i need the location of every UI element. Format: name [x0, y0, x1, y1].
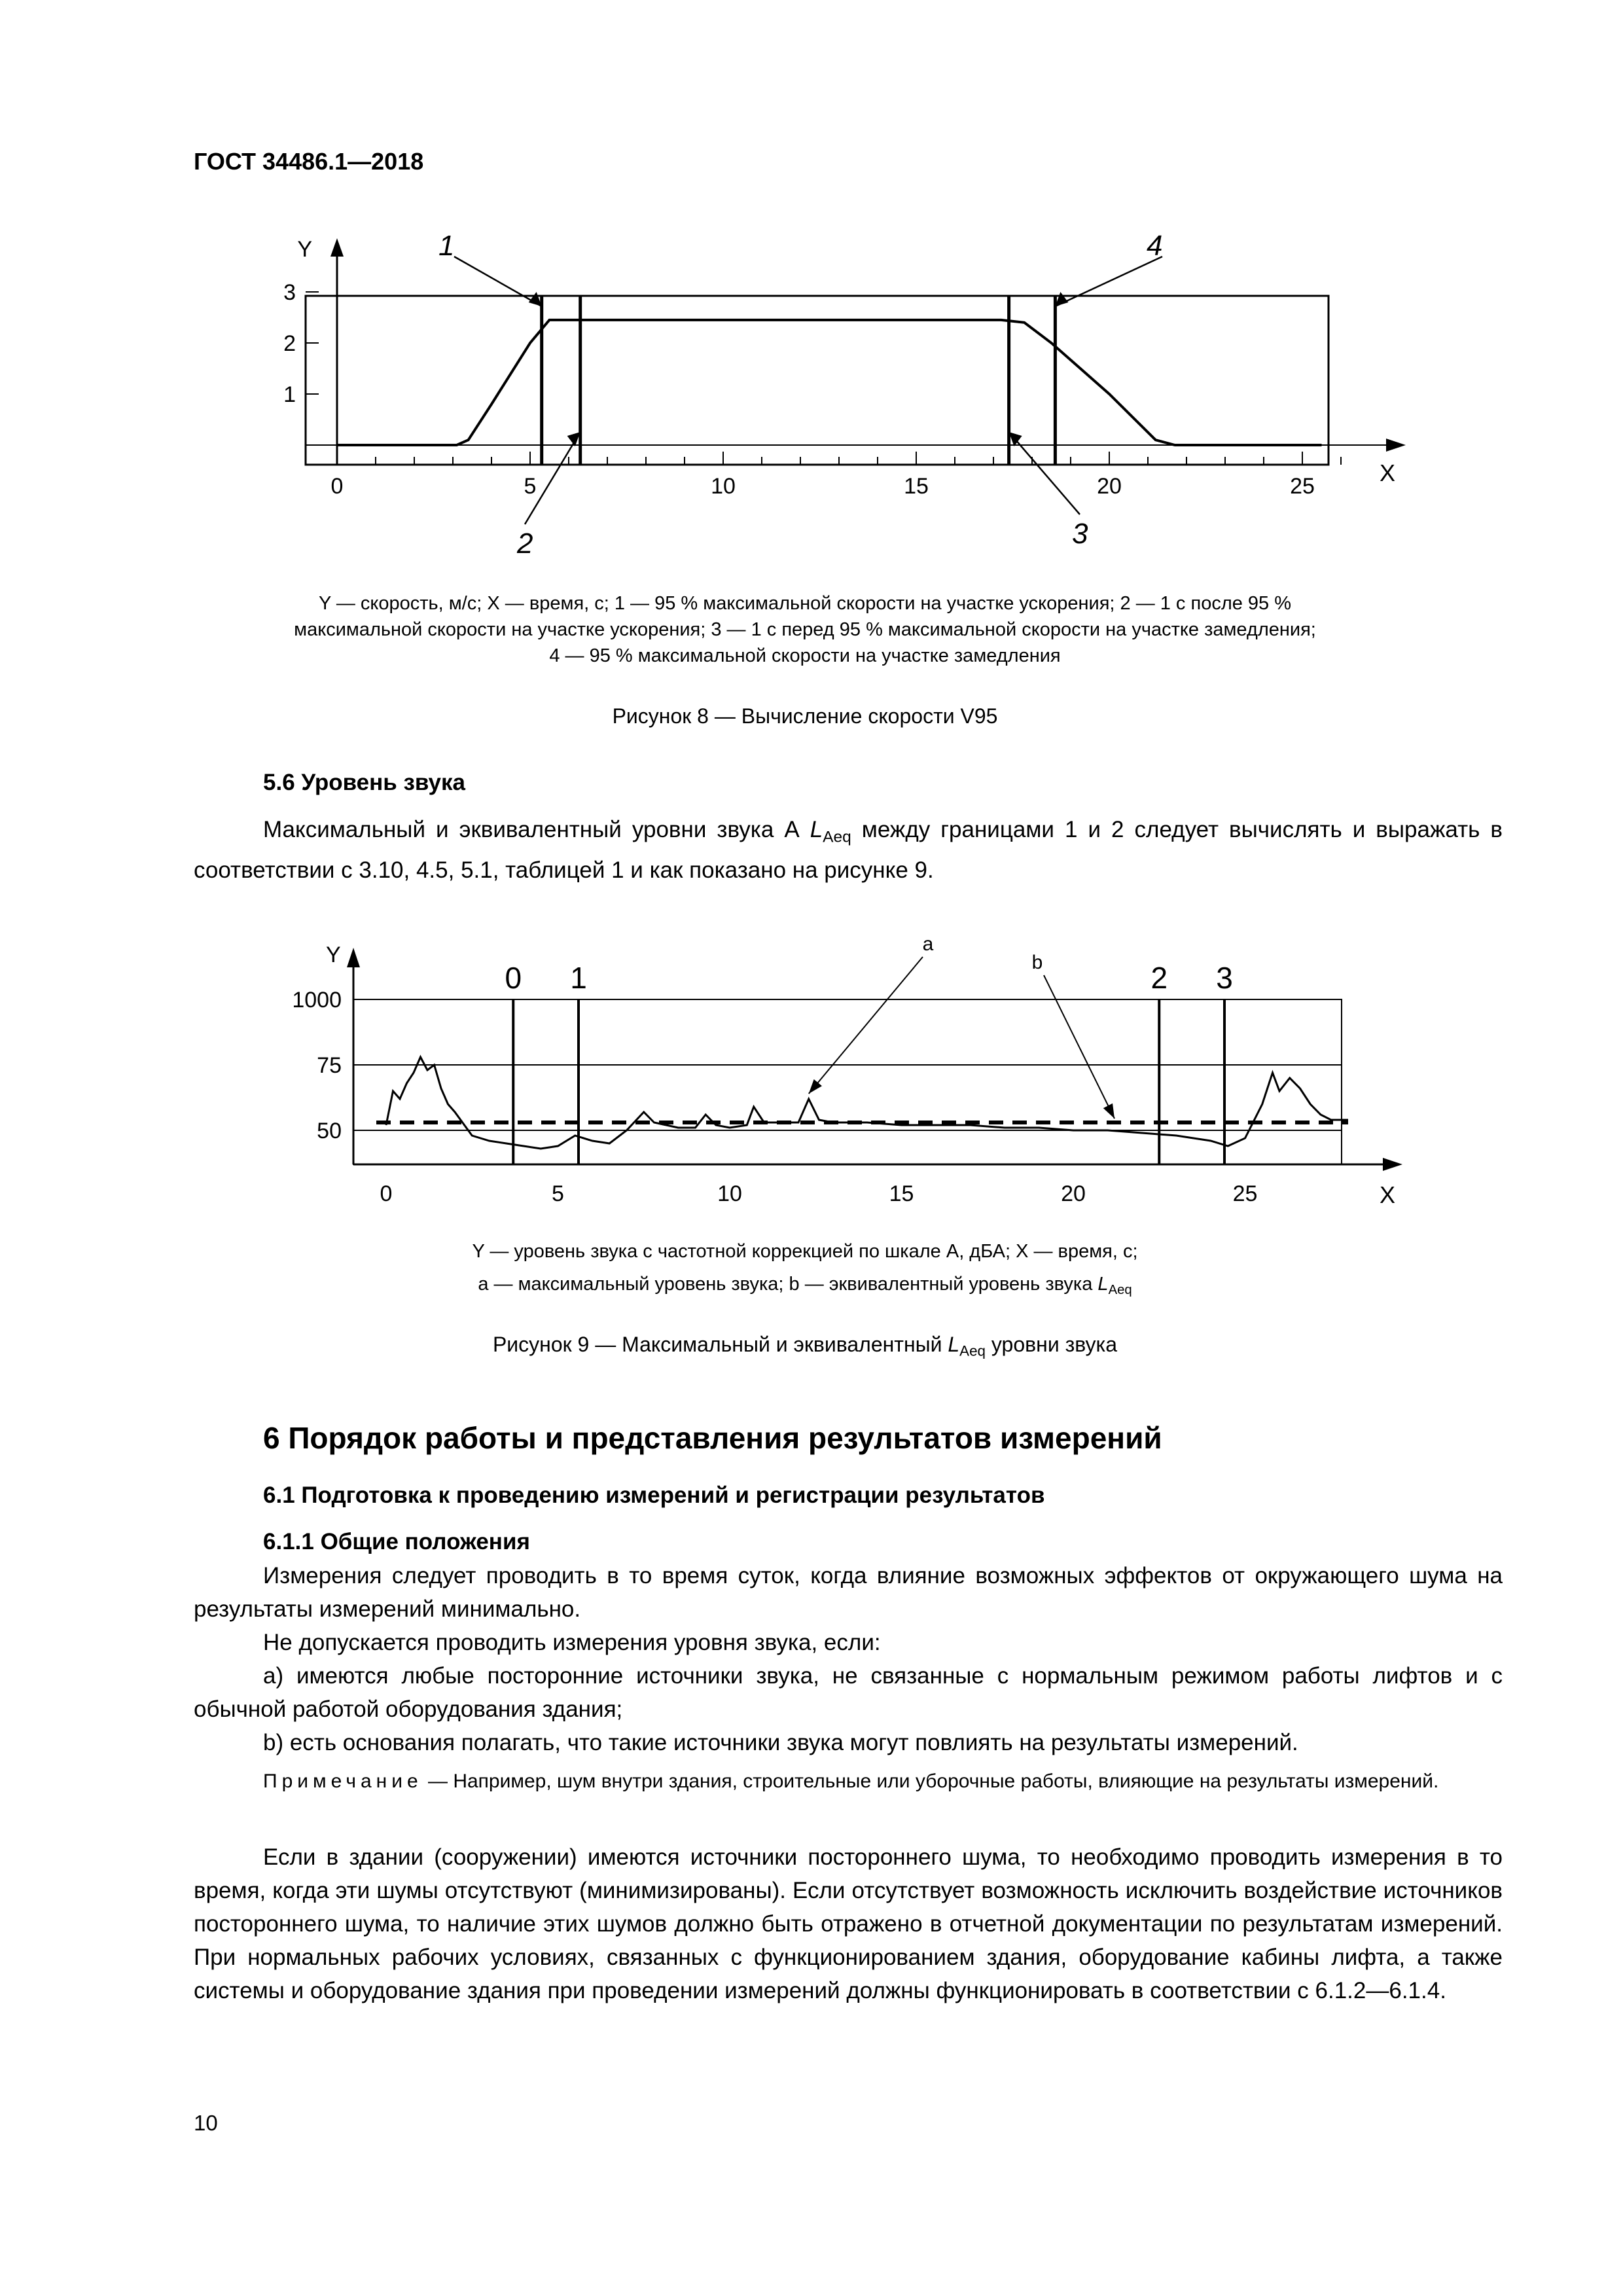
y-axis-label: Y [297, 237, 312, 262]
section-6-1-title: 6.1 Подготовка к проведению измерений и регистрации результатов [263, 1482, 1045, 1508]
marker-label: 2 [517, 528, 533, 560]
marker-label: 0 [505, 961, 522, 995]
marker-label: 4 [1147, 230, 1163, 262]
note-label: Примечание [263, 1770, 423, 1792]
x-tick-label: 20 [1097, 474, 1122, 499]
y-tick-label: 2 [283, 331, 296, 356]
y-axis-arrow [347, 948, 360, 967]
section-5-6-title: 5.6 Уровень звука [263, 770, 465, 795]
x-tick-label: 20 [1061, 1181, 1086, 1206]
x-tick-label: 10 [711, 474, 736, 499]
section-6-body-continued [194, 1840, 1503, 2007]
figure-9-legend [216, 1238, 1394, 1303]
document-header: ГОСТ 34486.1—2018 [194, 148, 424, 175]
page-number: 10 [194, 2111, 218, 2135]
x-tick-label: 25 [1290, 474, 1315, 499]
y-axis-label: Y [326, 942, 341, 967]
figure-9-legend-line: Y — уровень звука с частотной коррекцией по шкале А, дБА; X — время, с; [472, 1241, 1138, 1262]
x-axis-label: X [1380, 1181, 1396, 1208]
x-tick-label: 5 [552, 1181, 564, 1206]
paragraph: Если в здании (сооружении) имеются источники постороннего шума, то необходимо проводить измерения в то время, когда эти шумы отсутствуют (минимизированы). Если отсутствует возможность исключить воздействие источников постороннего шума, то наличие этих шумов должно быть отражено в отчетной документации по результатам измерений. При нормальных рабочих условиях, связанных с функционированием здания, оборудование кабины лифта, а также системы и оборудование здания при проведении измерений должны функционировать в соответствии с 6.1.2—6.1.4. [194, 1844, 1503, 2003]
y-tick-label: 50 [317, 1119, 342, 1143]
paragraph: Измерения следует проводить в то время суток, когда влияние возможных эффектов от окружающего шума на результаты измерений минимально. [194, 1563, 1503, 1622]
section-6-title: 6 Порядок работы и представления результатов измерений [263, 1421, 1162, 1455]
section-6-1-1-title: 6.1.1 Общие положения [263, 1529, 530, 1554]
y-tick-label: 1 [283, 382, 296, 407]
marker-label: 2 [1150, 961, 1168, 995]
section-5-6-paragraph: Максимальный и эквивалентный уровни звука А $L_{Aeq}$ между границами 1 и 2 следует вычислять и выражать в соответствии с 3.10, 4.5, 5.1, таблицей 1 и как показано на рисунке 9. [194, 817, 1503, 884]
section-6-1-1-body [194, 1559, 1503, 1759]
x-tick-label: 0 [380, 1181, 393, 1206]
list-item: а) имеются любые посторонние источники звука, не связанные с нормальным режимом работы лифтов и с обычной работой оборудования здания; [194, 1663, 1503, 1722]
figure-8-legend-line: Y — скорость, м/с; X — время, с; 1 — 95 % максимальной скорости на участке ускорения; 2 — 1 с после 95 % [318, 593, 1292, 614]
annotation-label: a [922, 933, 934, 955]
note [194, 1767, 1503, 1796]
x-tick-label: 0 [330, 474, 344, 499]
y-tick-label: 1000 [292, 988, 342, 1013]
annotation-label: b [1031, 952, 1043, 973]
figure-8-legend-line: максимальной скорости на участке ускорения; 3 — 1 с перед 95 % максимальной скорости на участке замедления; [294, 619, 1316, 640]
figure-8-legend-line: 4 — 95 % максимальной скорости на участке замедления [549, 645, 1061, 666]
x-tick-label: 5 [524, 474, 537, 499]
paragraph: Не допускается проводить измерения уровня звука, если: [263, 1630, 881, 1655]
list-item: b) есть основания полагать, что такие источники звука могут повлиять на результаты измерений. [263, 1730, 1298, 1755]
x-axis-label: X [1380, 459, 1396, 486]
y-tick-label: 75 [317, 1053, 342, 1078]
annotation-arrowhead [1103, 1103, 1115, 1119]
figure-9-legend-line: a — максимальный уровень звука; b — эквивалентный уровень звука $L_{Aeq}$ [478, 1274, 1132, 1298]
figure-9-caption: Рисунок 9 — Максимальный и эквивалентный $L_{Aeq}$ уровни звука [492, 1333, 1118, 1359]
x-tick-label: 10 [717, 1181, 742, 1206]
annotation-leader [1044, 975, 1115, 1119]
marker-label: 1 [570, 961, 587, 995]
marker-label: 3 [1216, 961, 1233, 995]
x-axis-arrow [1383, 1158, 1402, 1171]
y-tick-label: 3 [283, 280, 296, 305]
marker-label: 1 [438, 230, 455, 262]
marker-label: 3 [1072, 518, 1088, 550]
x-tick-label: 25 [1232, 1181, 1258, 1206]
note-text: — Например, шум внутри здания, строительные или уборочные работы, влияющие на результаты измерений. [422, 1770, 1439, 1792]
annotation-arrowhead [809, 1079, 822, 1094]
figure-8-caption: Рисунок 8 — Вычисление скорости V95 [612, 704, 998, 728]
x-tick-label: 15 [889, 1181, 914, 1206]
x-tick-label: 15 [904, 474, 929, 499]
plot-frame [353, 999, 1342, 1164]
sound-level-curve [386, 1057, 1348, 1149]
annotation-leader [809, 957, 923, 1094]
